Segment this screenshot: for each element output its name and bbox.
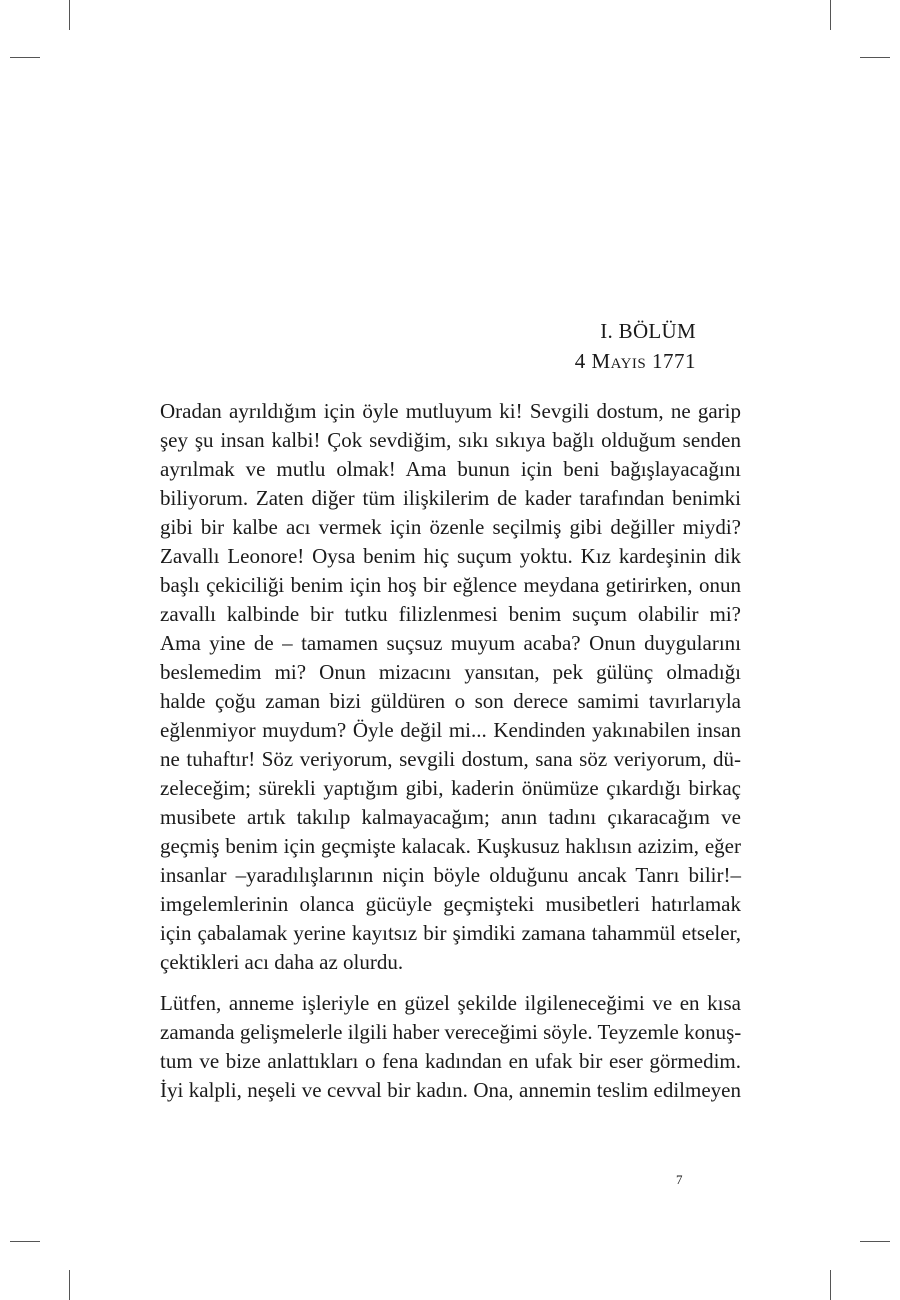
crop-mark-bottom-left [69, 1270, 70, 1300]
paragraph-gap [160, 977, 741, 989]
text-line: zavallı kalbinde bir tutku filizlenmesi benim suçum olabilir mi? [160, 602, 741, 626]
text-line: için çabalamak yerine kayıtsız bir şimdiki zamana tahammül etseler, [160, 921, 741, 945]
text-line: gibi bir kalbe acı vermek için özenle seçilmiş gibi değiller miydi? [160, 515, 741, 539]
chapter-heading [575, 316, 696, 376]
text-line: zeleceğim; sürekli yaptığım gibi, kaderin önümüze çıkardığı birkaç [160, 776, 741, 800]
text-line: Zavallı Leonore! Oysa benim hiç suçum yoktu. Kız kardeşinin dik [160, 544, 741, 568]
text-line: Lütfen, anneme işleriyle en güzel şekilde ilgileneceğimi ve en kısa [160, 991, 741, 1015]
text-line: beslemedim mi? Onun mizacını yansıtan, pek gülünç olmadığı [160, 660, 741, 684]
text-line: başlı çekiciliği benim için hoş bir eğlence meydana getirirken, onun [160, 573, 741, 597]
crop-mark-left-bottom [10, 1241, 40, 1242]
crop-mark-bottom-right [830, 1270, 831, 1300]
text-line: tum ve bize anlattıkları o fena kadından en ufak bir eser görmedim. [160, 1049, 741, 1073]
chapter-title: I. BÖLÜM [600, 319, 696, 343]
text-line: imgelemlerinin olanca gücüyle geçmişteki musibetleri hatırlamak [160, 892, 741, 916]
text-line: zamanda gelişmelerle ilgili haber vereceğimi söyle. Teyzemle konuş- [160, 1020, 742, 1044]
text-line: halde çoğu zaman bizi güldüren o son derece samimi tavırlarıyla [160, 689, 741, 713]
chapter-date: 4 Mayıs 1771 [574, 349, 696, 373]
text-line: musibete artık takılıp kalmayacağım; anın tadını çıkaracağım ve [160, 805, 741, 829]
text-line: şey şu insan kalbi! Çok sevdiğim, sıkı sıkıya bağlı olduğum senden [160, 428, 741, 452]
crop-mark-right-bottom [860, 1241, 890, 1242]
text-line: Ama yine de – tamamen suçsuz muyum acaba? Onun duygularını [160, 631, 741, 655]
crop-mark-left-top [10, 57, 40, 58]
text-line: eğlenmiyor muydum? Öyle değil mi... Kendinden yakınabilen insan [160, 718, 741, 742]
text-line: ayrılmak ve mutlu olmak! Ama bunun için beni bağışlayacağını [160, 457, 741, 481]
crop-mark-right-top [860, 57, 890, 58]
crop-mark-top-left [69, 0, 70, 30]
paragraph [160, 989, 741, 1105]
crop-mark-top-right [830, 0, 831, 30]
text-line: ne tuhaftır! Söz veriyorum, sevgili dostum, sana söz veriyorum, dü- [160, 747, 741, 771]
text-line: biliyorum. Zaten diğer tüm ilişkilerim de kader tarafından benimki [160, 486, 741, 510]
text-line: geçmiş benim için geçmişte kalacak. Kuşkusuz haklısın azizim, eğer [160, 834, 741, 858]
paragraph [160, 397, 741, 977]
page-number: 7 [676, 1172, 683, 1187]
text-line: insanlar –yaradılışlarının niçin böyle olduğunu ancak Tanrı bilir!– [160, 863, 741, 887]
body-text [160, 397, 741, 1105]
text-line: Oradan ayrıldığım için öyle mutluyum ki! Sevgili dostum, ne garip [160, 399, 741, 423]
text-line: İyi kalpli, neşeli ve cevval bir kadın. Ona, annemin teslim edilmeyen [160, 1078, 741, 1102]
text-line: çektikleri acı daha az olurdu. [160, 950, 404, 974]
